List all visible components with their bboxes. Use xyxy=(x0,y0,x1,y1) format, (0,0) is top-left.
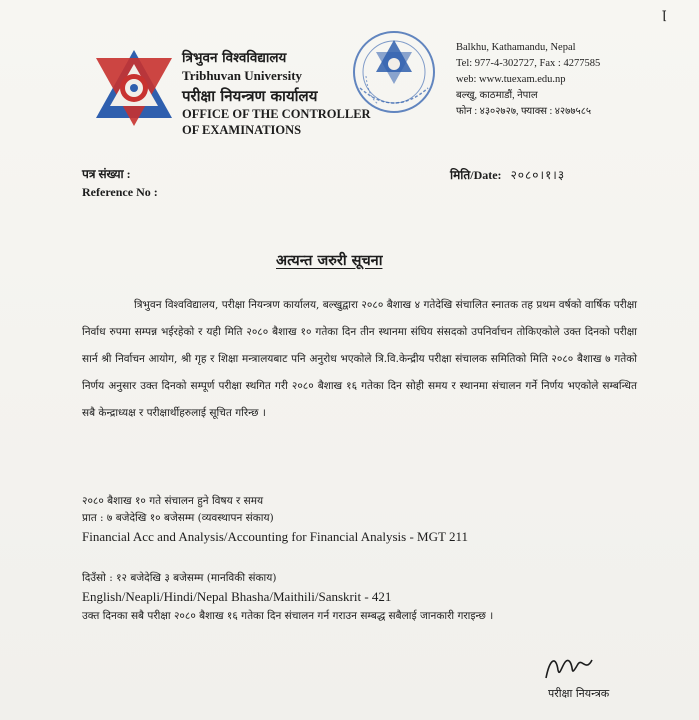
university-name-ne: त्रिभुवन विश्वविद्यालय xyxy=(182,50,287,66)
address-ne: बल्खु, काठमाडौं, नेपाल xyxy=(456,90,538,101)
schedule-note: उक्त दिनका सबै परीक्षा २०८० बैशाख १६ गतेका दिन संचालन गर्न गराउन सम्बद्ध सबैलाई जानकारी गराइन्छ । xyxy=(82,610,494,622)
office-name-ne: परीक्षा नियन्त्रण कार्यालय xyxy=(182,87,318,105)
schedule-section xyxy=(82,492,662,626)
schedule-heading: २०८० बैशाख १० गते संचालन हुने विषय र समय xyxy=(82,495,264,507)
date-value: २०८०।१।३ xyxy=(510,168,566,182)
reference-label: Reference No : xyxy=(82,185,158,199)
office-name-en-line2: OF EXAMINATIONS xyxy=(182,123,302,137)
reference-block xyxy=(82,165,158,201)
morning-session: प्रात : ७ बजेदेखि १० बजेसम्म (व्यवस्थापन संकाय) xyxy=(82,512,274,524)
office-name-en-line1: OFFICE OF THE CONTROLLER xyxy=(182,107,371,121)
tu-emblem-icon xyxy=(92,48,176,128)
notice-body: त्रिभुवन विश्वविद्यालय, परीक्षा नियन्त्रण कार्यालय, बल्खुद्वारा २०८० बैशाख ४ गतेदेखि संचालित स्नातक तह प्रथम वर्षको वार्षिक परीक्षा निर्वाध रुपमा सम्पन्न भईरहेको र यही मिति २०८० बैशाख १० गतेका दिन तीन स्थानमा संघिय संसदको उपनिर्वाचन तोकिएकोले उक्त दिनको परीक्षा सार्न श्री निर्वाचन आयोग, श्री गृह र शिक्षा मन्त्रालयबाट पनि अनुरोध भएकोले त्रि.वि.केन्द्रीय परीक्षा संचालक समितिको मिति २०८० बैशाख ७ गतेको निर्णय अनुसार उक्त दिनको सम्पूर्ण परीक्षा स्थगित गरी २०८० बैशाख १६ गतेका दिन सोही समय र स्थानमा संचालन गर्ने निर्णय भएकोले सम्बन्धित सबै केन्द्राध्यक्ष र परीक्षार्थीहरुलाई सूचित गरिन्छ । xyxy=(82,299,637,419)
contact-block xyxy=(456,40,600,120)
patra-label: पत्र संख्या : xyxy=(82,167,131,181)
tel-fax: Tel: 977-4-302727, Fax : 4277585 xyxy=(456,58,601,69)
day-subject: English/Neapli/Hindi/Nepal Bhasha/Maithili/Sanskrit - 421 xyxy=(82,589,392,604)
date-label: मिति/Date: xyxy=(450,168,502,182)
office-seal-icon xyxy=(348,26,440,118)
date-block xyxy=(450,166,565,183)
morning-subject: Financial Acc and Analysis/Accounting for Financial Analysis - MGT 211 xyxy=(82,529,468,544)
phone-ne: फोन : ४३०२७२७, फ्याक्स : ४२७७५८५ xyxy=(456,106,592,117)
controller-title: परीक्षा नियन्त्रक xyxy=(548,687,610,700)
corner-mark: ꞁ xyxy=(662,6,667,22)
signature-icon xyxy=(540,648,600,688)
university-name-en: Tribhuvan University xyxy=(182,68,303,83)
address-en: Balkhu, Kathamandu, Nepal xyxy=(456,42,576,53)
notice-title: अत्यन्त जरुरी सूचना xyxy=(276,252,383,269)
website: web: www.tuexam.edu.np xyxy=(456,74,566,85)
day-session: दिउँसो : १२ बजेदेखि ३ बजेसम्म (मानविकी संकाय) xyxy=(82,572,277,584)
